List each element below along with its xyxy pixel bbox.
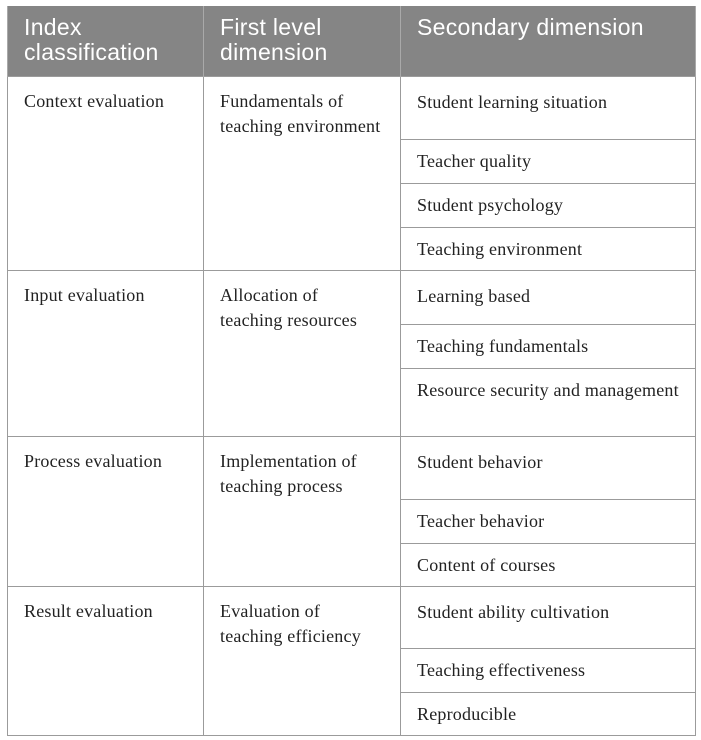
secondary-dimension-cell: Teaching environment <box>401 227 696 270</box>
header-first-level-dimension: First level dimension <box>204 6 401 76</box>
secondary-dimension-cell: Resource security and management <box>401 368 696 436</box>
secondary-dimension-cell: Teaching effectiveness <box>401 648 696 692</box>
index-classification-cell: Context evaluation <box>8 76 204 270</box>
table-row <box>8 76 696 139</box>
header-row <box>8 6 696 76</box>
evaluation-index-table <box>7 6 696 736</box>
table-body <box>8 76 696 735</box>
secondary-dimension-cell: Student behavior <box>401 436 696 499</box>
secondary-dimension-cell: Learning based <box>401 270 696 324</box>
secondary-dimension-cell: Student ability cultivation <box>401 586 696 648</box>
secondary-dimension-cell: Teacher behavior <box>401 499 696 543</box>
table-row <box>8 270 696 324</box>
first-level-dimension-cell: Allocation of teaching resources <box>204 270 401 436</box>
secondary-dimension-cell: Teaching fundamentals <box>401 324 696 368</box>
table-header <box>8 6 696 76</box>
header-secondary-dimension: Secondary dimension <box>401 6 696 76</box>
secondary-dimension-cell: Content of courses <box>401 543 696 586</box>
secondary-dimension-cell: Teacher quality <box>401 139 696 183</box>
secondary-dimension-cell: Student learning situation <box>401 76 696 139</box>
table-row <box>8 586 696 648</box>
header-index-classification: Index classification <box>8 6 204 76</box>
secondary-dimension-cell: Reproducible <box>401 692 696 735</box>
first-level-dimension-cell: Implementation of teaching process <box>204 436 401 586</box>
first-level-dimension-cell: Evaluation of teaching efficiency <box>204 586 401 735</box>
index-classification-cell: Input evaluation <box>8 270 204 436</box>
table-row <box>8 436 696 499</box>
index-classification-cell: Process evaluation <box>8 436 204 586</box>
secondary-dimension-cell: Student psychology <box>401 183 696 227</box>
first-level-dimension-cell: Fundamentals of teaching environment <box>204 76 401 270</box>
index-classification-cell: Result evaluation <box>8 586 204 735</box>
